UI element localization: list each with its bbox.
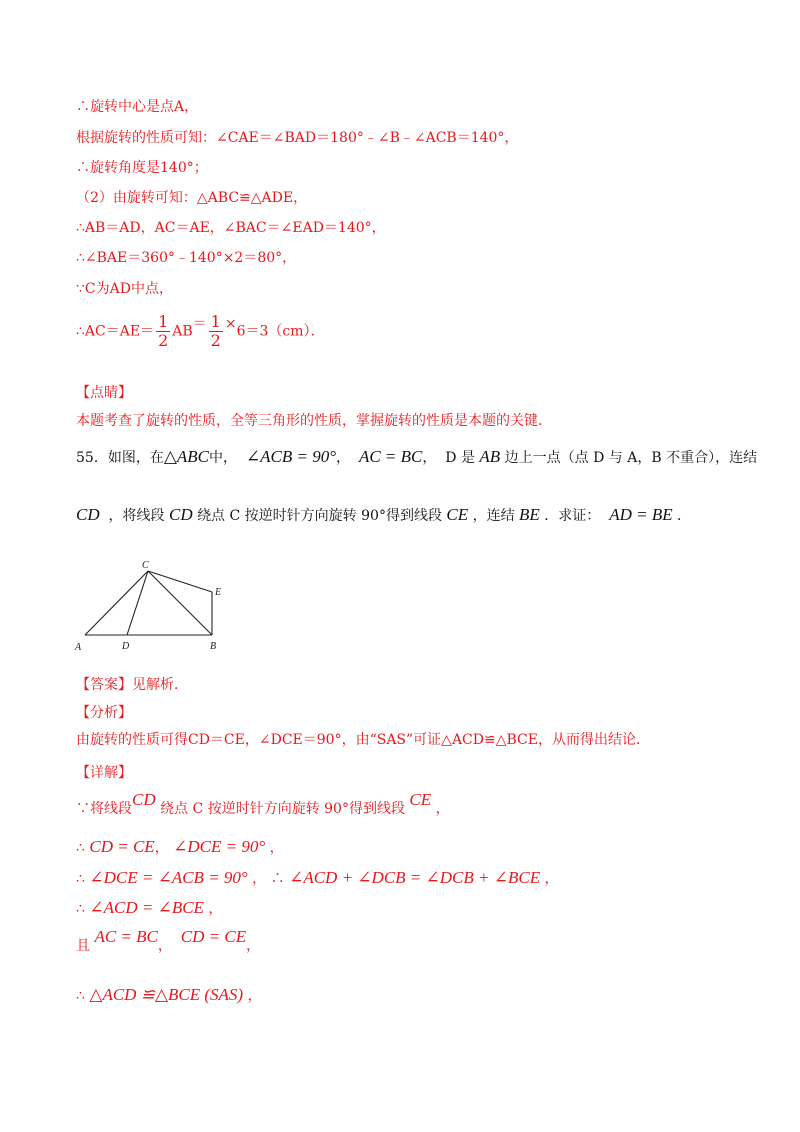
solution-line-3: ∴旋转角度是140°； <box>76 160 208 176</box>
solution-line-6: ∴∠BAE＝360°﹣140°×2＝80°， <box>76 250 297 266</box>
detail-line-5 <box>76 927 261 955</box>
analysis-heading: 【分析】 <box>76 705 132 721</box>
detail-line-2 <box>76 838 284 857</box>
punct: ， <box>544 871 559 887</box>
analysis-text: 由旋转的性质可得CD＝CE，∠DCE＝90°，由“SAS”可证△ACD≌△BCE，从而得出结论． <box>76 732 650 748</box>
segment-ce: CE <box>409 790 432 809</box>
punct: ， <box>246 938 261 954</box>
ac-equals-bc: AC = BC <box>94 927 158 946</box>
detail-line-1 <box>76 790 450 818</box>
segment-cd-line <box>127 571 148 635</box>
problem-line-2 <box>76 506 691 525</box>
fraction-denominator: 2 <box>210 331 221 350</box>
cd-equals-ce: CD = CE <box>89 837 155 856</box>
angle-acd-equals-bce: ∠ACD = ∠BCE <box>89 898 204 917</box>
label-c: C <box>142 560 149 571</box>
congruence-statement: △ACD ≌△BCE (SAS) <box>89 985 244 1004</box>
label-b: B <box>210 641 217 652</box>
ad-equals-be: AD = BE <box>609 505 673 524</box>
answer-heading: 【答案】 <box>76 677 132 693</box>
therefore-symbol: ∴ <box>270 871 285 887</box>
solution-line-7: ∵C为AD中点， <box>76 281 173 297</box>
fraction-denominator: 2 <box>158 331 169 350</box>
fraction-one-half-2 <box>209 313 223 350</box>
geometry-figure <box>70 558 240 654</box>
segment-cb <box>148 571 212 635</box>
therefore-symbol: ∴ <box>76 871 85 887</box>
problem-text: D 是 <box>445 450 475 466</box>
problem-text: ，将线段 <box>108 508 165 524</box>
segment-ce: CE <box>446 505 469 524</box>
line8-text-d: × <box>224 315 237 332</box>
detail-heading: 【详解】 <box>76 765 132 781</box>
segment-ca <box>85 571 148 635</box>
comment-heading: 【点睛】 <box>76 385 132 401</box>
solution-line-4: （2）由旋转可知：△ABC≌△ADE， <box>76 190 308 206</box>
problem-text: 中， <box>209 450 238 466</box>
detail-line-3 <box>76 869 559 888</box>
angle-acb: ∠ACB = 90° <box>245 447 337 466</box>
comment-text: 本题考查了旋转的性质，全等三角形的性质，掌握旋转的性质是本题的关键． <box>76 413 552 429</box>
punct: ， <box>422 450 437 466</box>
triangle-abc: △ABC <box>163 447 210 466</box>
answer-text: 见解析． <box>132 677 188 693</box>
problem-text: ，连结 <box>472 508 515 524</box>
angle-equality: ∠DCE = ∠ACB = 90° <box>89 868 248 887</box>
segment-ab: AB <box>479 447 501 466</box>
punct: ． <box>677 508 692 524</box>
problem-line-1 <box>76 448 757 467</box>
label-d: D <box>122 641 130 652</box>
punct: ， <box>157 938 172 954</box>
line8-text-b: AB <box>172 323 193 340</box>
punct: ， <box>247 988 262 1004</box>
therefore-symbol: ∴ <box>76 840 85 856</box>
fraction-one-half <box>156 313 170 350</box>
detail-text: 绕点 C 按逆时针方向旋转 90°得到线段 <box>160 801 405 817</box>
segment-be: BE <box>519 505 540 524</box>
punct: ， <box>435 801 450 817</box>
problem-text: 边上一点（点 D 与 A，B 不重合），连结 <box>504 450 758 466</box>
problem-number: 55．如图，在 <box>76 450 164 466</box>
solution-line-2: 根据旋转的性质可知：∠CAE＝∠BAD＝180°﹣∠B﹣∠ACB＝140°， <box>76 130 519 146</box>
fraction-numerator: 1 <box>210 312 221 331</box>
detail-line-4 <box>76 899 222 918</box>
solution-line-8 <box>76 313 325 350</box>
ac-equals-bc: AC = BC <box>358 447 423 466</box>
therefore-symbol: ∴ <box>76 901 85 917</box>
angle-sum-equality: ∠ACD + ∠DCB = ∠DCB + ∠BCE <box>289 868 541 887</box>
detail-text: ∵将线段 <box>76 801 132 817</box>
answer-line <box>76 676 188 694</box>
punct: ， <box>252 871 267 887</box>
line8-text-e: 6＝3（cm）． <box>236 323 325 340</box>
punct: ， <box>269 840 284 856</box>
problem-text: ．求证： <box>544 508 601 524</box>
cd-equals-ce: CD = CE <box>180 927 247 946</box>
punct: ， <box>154 840 169 856</box>
segment-cd: CD <box>132 790 156 809</box>
line8-text-a: ∴AC＝AE＝ <box>76 323 155 340</box>
punct: ， <box>336 450 351 466</box>
detail-text: 且 <box>76 938 90 954</box>
solution-line-1: ∴旋转中心是点A， <box>76 99 199 115</box>
therefore-symbol: ∴ <box>76 988 85 1004</box>
label-e: E <box>215 587 222 598</box>
angle-dce: ∠DCE = 90° <box>173 837 266 856</box>
segment-ce-line <box>148 571 212 592</box>
label-a: A <box>75 642 82 653</box>
line8-text-c: ＝ <box>192 315 207 332</box>
solution-line-5: ∴AB＝AD，AC＝AE，∠BAC＝∠EAD＝140°， <box>76 220 386 236</box>
punct: ， <box>208 901 223 917</box>
problem-text: 绕点 C 按逆时针方向旋转 90°得到线段 <box>197 508 442 524</box>
detail-line-6 <box>76 986 262 1005</box>
segment-cd: CD <box>76 505 100 524</box>
segment-cd: CD <box>168 505 193 524</box>
fraction-numerator: 1 <box>158 312 169 331</box>
